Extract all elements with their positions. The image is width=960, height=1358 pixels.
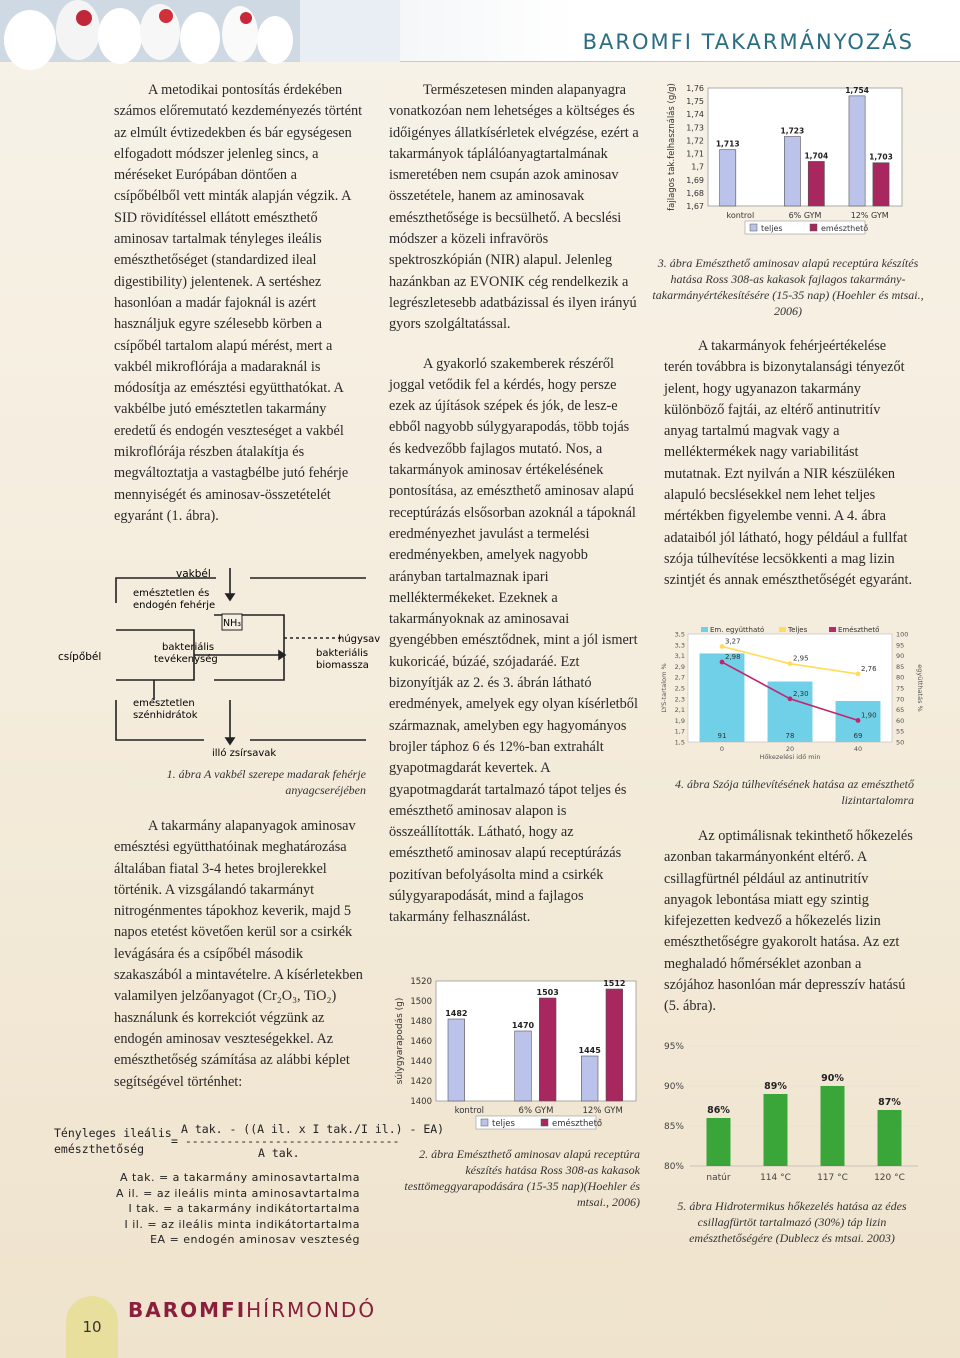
bar	[808, 161, 824, 206]
data-label: 90%	[821, 1073, 844, 1084]
series-point	[788, 661, 793, 666]
series-point	[720, 644, 725, 649]
y-tick-label: 1,7	[691, 162, 704, 172]
formula-left-2: emészthetőség	[54, 1142, 145, 1156]
y2-tick-label: 65	[896, 706, 905, 715]
series-data-label: 2,30	[793, 689, 809, 698]
bacterial-biomass-label-1: bakteriális	[316, 648, 369, 659]
figure-4-chart	[660, 624, 922, 764]
y-tick-label: 90%	[663, 1082, 684, 1092]
y-tick-label: 2,9	[674, 662, 685, 671]
formula-left-1: Tényleges ileális	[54, 1126, 172, 1140]
y-tick-label: 2,3	[674, 695, 685, 704]
series-data-label: 1,90	[861, 711, 877, 720]
y-tick-label: 1460	[410, 1037, 432, 1047]
y-tick-label: 1,72	[686, 136, 704, 146]
legend-label: emészthető	[552, 1119, 603, 1129]
column-3	[664, 336, 914, 592]
bar	[606, 989, 623, 1101]
undigested-protein-label-1: emésztetlen és	[133, 588, 210, 599]
x-tick-label: 12% GYM	[582, 1106, 623, 1116]
legend-swatch	[779, 627, 786, 632]
x-tick-label: 40	[853, 745, 863, 753]
undigested-carb-label-1: emésztetlen	[133, 698, 195, 709]
figure-2-chart	[392, 975, 642, 1135]
y-tick-label: 1,73	[686, 123, 704, 133]
y2-tick-label: 75	[896, 684, 905, 693]
x-tick-label: kontrol	[454, 1106, 485, 1116]
series-point	[856, 718, 861, 723]
series-data-label: 2,98	[725, 653, 741, 662]
y-tick-label: 1,68	[686, 188, 704, 198]
coefficient-bar	[700, 653, 745, 742]
coefficient-label: 69	[853, 732, 863, 740]
x-tick-label: 6% GYM	[788, 211, 822, 220]
legend-label: teljes	[761, 224, 783, 233]
x-tick-label: 0	[719, 745, 725, 753]
figure-5-caption: 5. ábra Hidrotermikus hőkezelés hatása az édes csillagfürtöt tartalmazó (30%) táp lizin emészthetőségére (Dublecz és mtsai. 2003)	[677, 1199, 907, 1245]
y-tick-label: 1,75	[686, 97, 704, 107]
figure-1-caption-line-1: 1. ábra A vakbél szerepe madarak fehérje	[166, 767, 366, 781]
y-tick-label: 1440	[410, 1057, 432, 1067]
y-tick-label: 3,1	[674, 652, 685, 661]
formula-legend-line: I tak. = a takarmány indikátortartalma	[128, 1202, 360, 1215]
data-label: 89%	[764, 1081, 787, 1092]
col3-paragraph-2: Az optimálisnak tekinthető hőkezelés azonban takarmányonként eltérő. A csillagfürtnél például az antinutritív anyagok lebontása miatt egy szintig kifejezetten kedvező a hőkezelés lizin emészthetőségre gyakorolt hatása. Az ezt meghaladó hőmérséklet azonban a szójához hasonlóan már depresszív hatású (5. ábra).	[664, 828, 913, 1015]
series-data-label: 3,27	[725, 637, 741, 646]
x-tick-label: 120 °C	[874, 1173, 905, 1183]
x-tick-label: 114 °C	[760, 1173, 791, 1183]
series-data-label: 2,95	[793, 654, 809, 663]
figure-3-caption: 3. ábra Emészthető aminosav alapú receptúra készítés hatása Ross 308-as kakasok fajlagos takarmány-takarmányértékesítésére (15-35 nap) (Hoehler és mtsai., 2006)	[652, 256, 924, 318]
y-axis-label: LYS-tartalom %	[660, 663, 668, 713]
bar	[539, 998, 556, 1101]
x-tick-label: 20	[785, 745, 795, 753]
figure-2-caption: 2. ábra Emészthető aminosav alapú receptúra készítés hatása Ross 308-as kakasok testtömeggyarapodására (15-35 nap)(Hoehler és mtsai., 2006)	[404, 1147, 640, 1209]
bar	[720, 150, 736, 206]
col3-paragraph-1: A takarmányok fehérjeértékelése terén továbbra is bizonytalansági tényezőt jelent, hogy ugyanazon takarmány különböző fajtái, az eltérő antinutritív anyag tartalmú magvak vagy a melléktermékek nagy variabilitást mutatnak. Ezt nyilván a NIR készüléken alapuló becslésekkel nem lehet teljes mértékben figyelembe venni. A 4. ábra adataiból jól látható, hogy például a fullfat szója túlhevítése lecsökkenti a mag lizin szintjét és annak emészthetőségét egyaránt.	[664, 338, 913, 589]
legend-label: Emészthető	[838, 626, 880, 634]
series-point	[856, 672, 861, 677]
y2-tick-label: 100	[896, 630, 909, 639]
legend-swatch	[481, 1119, 488, 1126]
y2-tick-label: 60	[896, 716, 905, 725]
formula-legend	[70, 1170, 360, 1248]
bar	[707, 1118, 731, 1166]
column-1-lower	[114, 816, 366, 1093]
legend-swatch	[829, 627, 836, 632]
data-label: 1470	[511, 1021, 535, 1030]
data-label: 1512	[603, 979, 626, 988]
page-number: 10	[66, 1296, 118, 1358]
undigested-carb-label-2: szénhidrátok	[133, 710, 198, 721]
data-label: 86%	[707, 1105, 730, 1116]
coefficient-label: 91	[717, 732, 727, 740]
section-title: BAROMFI TAKARMÁNYOZÁS	[582, 30, 914, 54]
formula-fraction-line: = -------------------------------	[171, 1134, 400, 1148]
volatile-fatty-acids-label: illó zsírsavak	[212, 748, 277, 759]
data-label: 1,704	[804, 151, 829, 161]
x-tick-label: 117 °C	[817, 1173, 848, 1183]
legend-swatch	[701, 627, 708, 632]
y-tick-label: 1420	[410, 1077, 432, 1087]
y-tick-label: 85%	[663, 1122, 684, 1132]
y2-tick-label: 50	[896, 738, 905, 747]
y-tick-label: 1,67	[686, 202, 704, 211]
y-tick-label: 2,7	[674, 673, 685, 682]
y-tick-label: 2,1	[674, 706, 685, 715]
column-1	[114, 80, 366, 527]
logo-bold-part: BAROMFI	[128, 1298, 247, 1322]
data-label: 1503	[536, 988, 559, 997]
y-tick-label: 1,5	[674, 738, 685, 747]
y2-axis-label: együtthatás %	[916, 664, 924, 712]
figure-5-chart	[660, 1036, 922, 1186]
data-label: 1,713	[715, 139, 740, 149]
legend-label: Teljes	[788, 626, 808, 634]
y-tick-label: 3,3	[674, 641, 685, 650]
legend-swatch	[810, 224, 817, 231]
figure-1-diagram	[54, 560, 381, 760]
formula-legend-line: A il. = az ileális minta aminosavtartalma	[116, 1186, 360, 1200]
y-tick-label: 1520	[410, 977, 432, 987]
col1-paragraph-2: A takarmány alapanyagok aminosav emésztési együtthatóinak meghatározása általában fiatal 3-4 hetes brojlerekkel történik. A vizsgálandó takarmányt nitrogénmentes tápokhoz keverik, majd 5 napos etetést követően kerül sor a csirkék levágására és a csípőbél második szakaszából a mintavételre. A kísérletekben valamilyen jelzőanyagot (Cr₂O₃, TiO₂) használunk és korrekciót végzünk az endogén aminosav veszteségekkel. Az emészthetőség számítása az alábbi képlet segítségével történhet:	[114, 818, 363, 1090]
figure-1-caption-line-2: anyagcseréjében	[285, 783, 366, 797]
formula-legend-line: EA = endogén aminosav veszteség	[150, 1233, 360, 1246]
y-tick-label: 1400	[410, 1097, 432, 1107]
y-tick-label: 1,74	[686, 110, 704, 120]
x-tick-label: natúr	[706, 1173, 731, 1183]
y2-tick-label: 95	[896, 641, 905, 650]
formula-legend-line: A tak. = a takarmány aminosavtartalma	[120, 1171, 360, 1184]
bar	[849, 96, 865, 206]
y-tick-label: 80%	[663, 1162, 684, 1172]
data-label: 1482	[445, 1009, 468, 1018]
bacterial-activity-label-1: bakteriális	[162, 642, 215, 653]
y2-tick-label: 85	[896, 662, 905, 671]
turkey-heads-photo	[0, 0, 400, 62]
y-tick-label: 1,9	[674, 716, 685, 725]
data-label: 1,723	[780, 126, 805, 136]
formula-legend-line: I il. = az ileális minta indikátortartalma	[124, 1217, 360, 1231]
x-tick-label: 12% GYM	[850, 211, 889, 220]
data-label: 1,703	[869, 152, 893, 162]
y2-tick-label: 80	[896, 673, 905, 682]
y-tick-label: 2,5	[674, 684, 685, 693]
x-tick-label: 6% GYM	[518, 1106, 554, 1116]
legend-label: emészthető	[821, 224, 869, 233]
series-data-label: 2,76	[861, 664, 877, 673]
y-tick-label: 1,7	[674, 727, 685, 736]
legend-label: Em. együttható	[710, 626, 765, 634]
formula-numerator: A tak. - ((A il. x I tak./I il.) - EA)	[181, 1122, 445, 1136]
bar	[448, 1019, 465, 1101]
y-tick-label: 1500	[410, 997, 432, 1007]
formula-denominator: A tak.	[258, 1146, 300, 1160]
data-label: 1445	[578, 1046, 601, 1055]
bar	[764, 1094, 788, 1166]
figure-1-caption	[120, 766, 366, 798]
column-3-lower	[664, 826, 914, 1018]
figure-4-caption: 4. ábra Szója túlhevítésének hatása az emészthető lizintartalomra	[675, 777, 914, 807]
uric-acid-label: húgysav	[338, 634, 381, 645]
series-point	[788, 696, 793, 701]
col2-paragraph-2: A gyakorló szakemberek részéről joggal vetődik fel a kérdés, hogy persze ezek az újítások szépek és jók, de lesz-e ebből nagyobb súlygyarapodás, több tojás és kedvezőbb fajlagos mutató. Nos, a takarmányok aminosav értékelésének pontosítása, az emészthető aminosav alapú receptúrázás elsősorban azoknál a tápoknál eredményezhet javulást a termelési eredményekben, amelyek nagyobb arányban tartalmaznak ipari melléktermékeket. Ezeknek a takarmányoknak az aminosavai gyengébben emésztődnek, mint a jól ismert kukoricáé, búzáé, szójadaráé. Ezt bizonyítják az 2. és 3. ábrán látható eredmények, amelyek egy olyan kísérletből származnak, amelyben egy hagyományos brojler táphoz 6 és 12%-ban extrahált gyapotmagdarát kevertek. A gyapotmagdarát tartalmazó tápot teljes és emészthető aminosav alapon is összeállították. Látható, hogy az emészthető aminosav alapú receptúrázás pozitívan befolyásolta mind a csirkék súlygyarapodását, mind a fajlagos takarmány felhasználást.	[389, 355, 638, 926]
coefficient-label: 78	[785, 732, 795, 740]
series-point	[720, 660, 725, 665]
y2-tick-label: 70	[896, 695, 905, 704]
logo-rest-part: HÍRMONDÓ	[246, 1298, 377, 1322]
bar	[878, 1110, 902, 1166]
bacterial-activity-label-2: tevékenység	[154, 654, 218, 665]
legend-swatch	[750, 224, 757, 231]
col1-paragraph-1: A metodikai pontosítás érdekében számos előremutató kezdeményezés történt az elmúlt évtizedekben és bár egységesen elfogadott módszer jelenleg sincs, a méréseket Európában döntően a csípőbélből vett minták alapján végzik. A SID rövidítéssel ellátott emészthető aminosav tartalmak tényleges ileális emészthetőséget (standardized ileal digestibility) jelentenek. A sertéshez hasonlóan a madár fajoknál is azért használjuk egyre szélesebb körben a csípőbél tartalom alapú mérést, mert a vakbél mikroflórája a madaraknál is módosítja az emésztési együtthatókat. A vakbélbe jutó emésztetlen takarmány eredetű és endogén veszteséget a vakbél mikroflórája részben átalakítja és megváltoztatja a vastagbélbe jutó fehérje mennyiségét és aminosav-összetételét egyaránt (1. ábra).	[114, 82, 363, 524]
bar	[873, 163, 889, 206]
y-tick-label: 95%	[663, 1042, 684, 1052]
bacterial-biomass-label-2: biomassza	[316, 660, 369, 671]
figure-3-chart	[664, 80, 904, 240]
data-label: 87%	[878, 1097, 901, 1108]
column-2	[389, 80, 639, 929]
y-tick-label: 1,76	[686, 84, 704, 93]
y-tick-label: 1,69	[686, 175, 704, 185]
col2-paragraph-1: Természetesen minden alapanyagra vonatkozóan nem lehetséges a költséges és időigényes állatkísérletek elvégzése, ezért a takarmányok táplálóanyagtartalmának ismeretében nem csupán azok aminosav összetétele, hanem az aminosavak emészthetősége is becsülhető. A becslési módszer a közeli infravörös spektroszkópián (NIR) alapul. Jelenleg hazánkban az EVONIK cég rendelkezik a legrészletesebb adatbázissal és ilyen irányú gyors szolgáltatással.	[389, 82, 639, 333]
y-tick-label: 1480	[410, 1017, 432, 1027]
data-label: 1,754	[845, 85, 869, 95]
bar	[581, 1056, 598, 1101]
x-axis-label: Hőkezelési idő min	[759, 753, 821, 761]
y2-tick-label: 90	[896, 652, 905, 661]
magazine-logo	[128, 1298, 376, 1322]
bar	[784, 137, 800, 206]
y-tick-label: 3,5	[674, 630, 685, 639]
legend-swatch	[541, 1119, 548, 1126]
legend-label: teljes	[492, 1119, 515, 1129]
y-axis-label: fajlagos tak.felhasználás (g/g)	[667, 83, 677, 211]
ileum-label: csípőbél	[58, 651, 102, 663]
y-axis-label: súlygyarapodás (g)	[395, 997, 405, 1085]
cecum-label: vakbél	[176, 568, 211, 580]
header-strip	[0, 0, 960, 62]
x-tick-label: kontrol	[726, 211, 755, 220]
bar	[821, 1086, 845, 1166]
undigested-protein-label-2: endogén fehérje	[133, 600, 216, 611]
y2-tick-label: 55	[896, 727, 905, 736]
bar	[515, 1031, 532, 1101]
nh3-label: NH₃	[222, 618, 242, 629]
y-tick-label: 1,71	[686, 149, 704, 159]
